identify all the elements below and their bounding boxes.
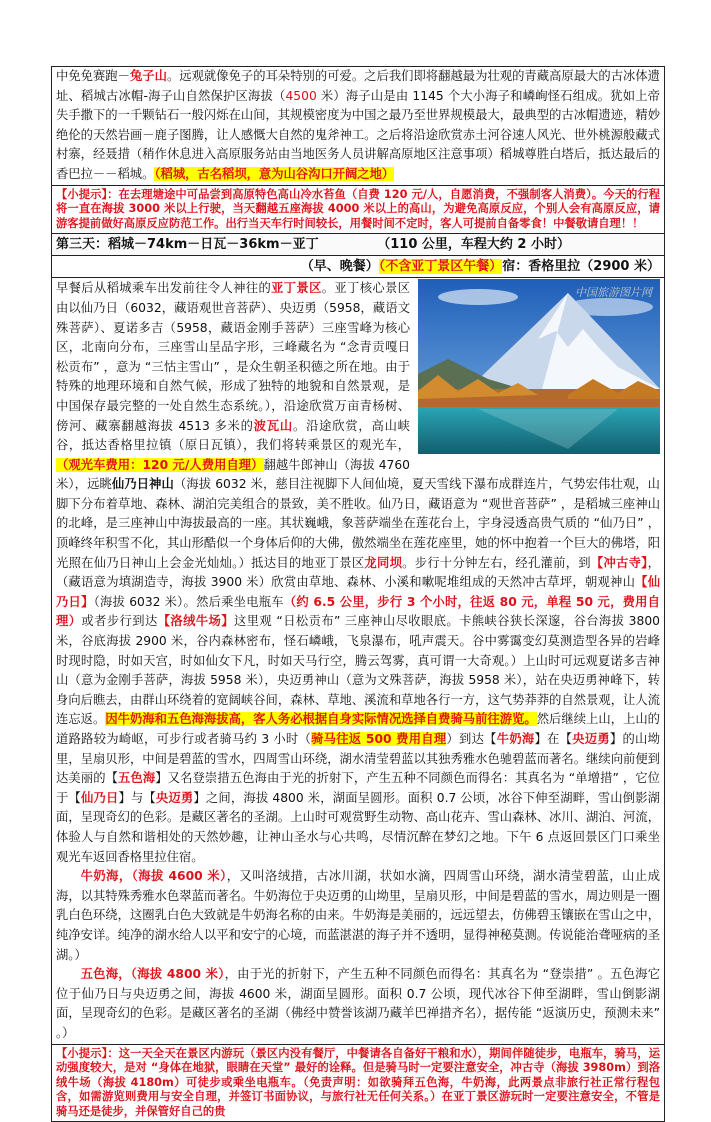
text-span: 】在【 (534, 732, 573, 746)
itinerary-table (51, 66, 665, 1122)
text-span: 米）海子山是由 1145 个大小海子和嶙峋怪石组成。犹如上帝失手撒下的一千颗钻石一般闪烁在山间，其规模密度为中国之最乃至世界规模最大，最典型的古冰帽遗迹，精妙绝伦的天然岩画－鹿子图腾，让人感慨大自然的鬼斧神工。之后将沿途欣赏赤土河谷速人风光、世外桃源般藏式村寨，经聂措（稍作休息进入高原服务站由当地医务人员讲解高原地区注意事项）稻城尊胜白塔后，抵达最后的香巴拉－－稻城。 (56, 88, 660, 181)
place-yading: 亚丁景区 (271, 281, 322, 296)
day3-header (52, 233, 664, 256)
text-span: 这里观 “日松贡布” 三座神山尽收眼底。卡熊峡谷狭长深邃，谷台海拔 3800 米，谷底海拔 2900 米，谷内森林密布，怪石嶙峨，飞泉瀑布，吼声震天。谷中雾霭变幻莫测造型各异的岩峰时现时隐，时如天宫，时如仙女下凡，时如天马行空，腾云驾雾，真可谓一大奇观。）上山时可远观夏诺多吉神山（意为金刚手菩萨，海拔 5958 米），央迈勇神山（意为文殊菩萨，海拔 5958 米），站在央迈勇神峰下，转身向后瞧去，由群山环绕着的宽阔峡谷间，森林、草地、溪流和草地各行一方，这气势莽莽的自然景观，让人流连忘返。 (56, 614, 660, 727)
place-luorong: 【洛绒牛场】 (157, 614, 234, 629)
wuse-heading: 五色海，（海拔 4800 米） (80, 967, 225, 982)
place-niunai: 牛奶海 (496, 732, 535, 746)
altitude-warning: 因牛奶海和五色海海拔高，客人务必根据自身实际情况选择自费骑马前往游览。 (105, 712, 537, 727)
text-span: 】又名登崇措五色海由于光的折射下，产生五种不同颜色而得名：其真名为 “单增措” ，它位于【 (56, 771, 660, 805)
text-span: 。沿途欣赏，高山峡谷，抵达香格里拉镇（原日瓦镇），我们将转乘景区的观光车， (56, 418, 410, 453)
day3-title: 第三天：稻城－74km－日瓦－36km－亚丁 (56, 237, 319, 253)
tip-head: 【小提示】： (56, 1046, 119, 1060)
meals-note: （不含亚丁景区午餐） (378, 259, 503, 275)
text-span: ）到达【 (446, 732, 497, 746)
text-span: ，由于光的折射下，产生五种不同颜色而得名：其真名为 “登崇措” 。五色海它位于仙乃日与央迈勇之间，海拔 4600 米，湖面呈圆形。面积 0.7 公顷，现代冰谷下伸至湖畔，雪山倒影湖面，呈现奇幻的色彩。是藏区著名的圣湖（佛经中赞誉该湖乃藏羊巴禅措齐名），据传能 “返演历史，预测未来” 。） (56, 967, 660, 1040)
niunai-para (56, 867, 660, 965)
mountain-lake-photo (418, 279, 660, 454)
tip-body: 在去理塘途中可品尝到高原特色高山冷水苔鱼（自费 120 元/人，自愿消费，不强制客人消费）。今天的行程将一直在海拔 3000 米以上行驶，当天翻越五座海拔 4000 米以上的高山，为避免高原反应，个别人会有高原反应，请游客提前做好高原反应防范工作。出行当天车行时间较长，用餐时间不定时，客人可提前自备零食！中餐敬请自理！！ (56, 187, 660, 230)
niunai-heading: 牛奶海，（海拔 4600 米） (80, 869, 227, 884)
text-span: 。亚丁核心景区由以仙乃日（6032，藏语观世音菩萨）、央迈勇（5958，藏语文殊菩萨）、夏诺多吉（5958，藏语金刚手菩萨）三座雪峰为核心区，北南向分布，三座雪山呈品字形，三峰藏名为 “念青贡嘎日松贡布” ，意为 “三怙主雪山” ，是众生朝圣积德之所在地。由于特殊的地理环境和自然气候，形成了独特的地貌和自然景观，是中国保存最完整的一处自然生态系统。），沿途欣赏万亩青杨树、傍河、藏寨翻越海拔 4513 多米的 (56, 281, 410, 433)
day2-text (52, 67, 664, 185)
text-span: 】之间，海拔 4800 米，湖面呈圆形。面积 0.7 公顷，冰谷下伸至湖畔，雪山倒影湖面，呈现奇幻的色彩。是藏区著名的圣湖。上山时可观赏野生动物、高山花卉、雪山森林、冰川、湖泊、河流，体验人与自然和谐相处的天然妙趣，让神山圣水与心共鸣，尽情沉醉在梦幻之地。下午 6 点返回景区门口乘坐观光车返回香格里拉住宿。 (56, 790, 660, 864)
hotel: 宿：香格里拉（2900 米） (502, 259, 660, 275)
text-span: 】的山坳里，呈扇贝形，中间是碧蓝的雪水，四周雪山环绕，湖水清莹碧蓝以其独秀雅水色驰碧蓝而著名。继续向前便到达美丽的【 (56, 732, 660, 786)
text-span: 。步行十分钟左右，经孔灌前，到 (402, 555, 591, 570)
text-span: ，又叫洛绒措，古冰川湖，状如水滴，四周雪山环绕，湖水清莹碧蓝，山止成海，以其特殊秀雅水色翠蓝而著名。牛奶海位于央迈勇的山坳里，呈扇贝形，中间是碧蓝的雪水，周边则是一圈乳白色环绕，这圈乳白色大致就是牛奶海名称的由来。牛奶海是美丽的，远远望去，仿佛碧玉镶嵌在雪山之中，纯净安详。纯净的湖水给人以平和安宁的心境，而蓝湛湛的海子并不透明，显得神秘莫测。传说能治聋哑病的圣湖。） (56, 869, 660, 962)
rabbit-mountain: 兔子山 (129, 69, 167, 83)
place-yangmai: 央迈勇 (572, 732, 610, 746)
watermark: 中国旅游图片网 (575, 286, 652, 300)
day3-distance: （110 公里，车程大约 2 小时） (377, 237, 570, 253)
tip-2 (52, 1044, 664, 1122)
place-xiannairi: 仙乃日神山 (111, 477, 174, 492)
text-span: 或者步行到达 (81, 614, 158, 629)
itinerary-page (51, 66, 665, 1122)
place-bowashan: 波瓦山 (253, 418, 293, 433)
place-longtongba: 龙同坝 (364, 555, 403, 570)
text-span: 早餐后从稻城乘车出发前往令人神往的 (56, 281, 272, 296)
text-span: 翻越牛郎神山（海拔 4760 米），远眺 (56, 457, 410, 492)
place-wuse: 五色海 (118, 771, 156, 786)
place-chonggusi: 【冲古寺】 (590, 555, 648, 570)
text-span: 中免免赛跑－ (56, 69, 130, 83)
place-yangmai: 央迈勇 (155, 790, 194, 805)
wuse-para (56, 965, 660, 1043)
day3-body (52, 278, 664, 1043)
daocheng-note: （稻城，古名稻坝，意为山谷沟口开阔之地） (154, 166, 395, 181)
text-span: ，（藏语意为填湖造寺，海拔 3900 米）欣赏由草地、森林、小溪和嗽呢堆组成的天然冲古草坪，朝观神山 (56, 555, 660, 590)
text-span: 然后继续上山，上山的道路路较为崎岖，可步行或者骑马约 3 小时（ (56, 712, 660, 746)
text-span: 】与【 (118, 790, 156, 805)
tip-head: 【小提示】： (56, 187, 119, 201)
horse-fee: 骑马往返 500 费用自理 (311, 732, 447, 746)
landscape-image (418, 279, 660, 454)
altitude-value: 4500 (285, 88, 317, 103)
text-span: （海拔 6032 米）。然后乘坐电瓶车 (93, 594, 284, 609)
place-xiannairi: 【仙乃日】 (56, 575, 660, 609)
tip-body: 这一天全天在景区内游玩（景区内没有餐厅，中餐请各自备好干粮和水），期间伴随徒步，电瓶车，骑马，运动强度较大，是对 “身体在地狱，眼睛在天堂” 最好的诠释。但是骑马时一定要注意安全，冲古寺（海拔 3980m）到洛绒牛场（海拔 4180m）可徒步或乘坐电瓶车。（免责声明：如欲骑拜五色海，牛奶海，此两景点非旅行社正常行程包含，如需游览则费用与安全自理，并签订书面协议，与旅行社无任何关系。）在亚丁景区游玩时一定要注意安全，不管是骑马还是徒步，并保管好自己的贵 (56, 1046, 660, 1118)
meals: （早、晚餐） (300, 259, 379, 275)
tip-1 (52, 185, 664, 234)
day3-meals-row (52, 256, 664, 278)
text-span: （海拔 6032 米，慈目注视脚下人间仙境，夏天雪线下瀑布成群连片，气势宏伟壮观，山脚下分布着草地、森林、湖泊完美组合的景致，美不胜收。仙乃日，藏语意为 “观世音菩萨” ，是稻城三座神山的北峰，是三座神山中海拔最高的一座。其状巍峨，象菩萨端坐在莲花台上，宇身浸透高贵气质的 “仙乃日” ，顶峰终年积雪不化，其山形酷似一个身体后仰的大佛，傲然端坐在莲花座里，她的怀中抱着一个巨大的佛塔，阳光照在仙乃日神山上会金光灿灿。）抵达目的地亚丁景区 (56, 477, 660, 570)
text-span: 。远观就像免子的耳朵特别的可爱。之后我们即将翻越最为壮观的青藏高原最大的古冰体遗址、稻城古冰帽-海子山自然保护区海拔（ (56, 69, 660, 103)
bus-fee: （观光车费用：120 元/人费用自理） (56, 457, 264, 472)
place-xiannairi: 仙乃日 (80, 790, 119, 805)
ebike-fee: （约 6.5 公里，步行 3 个小时，往返 80 元，单程 50 元，费用自理） (56, 594, 660, 629)
